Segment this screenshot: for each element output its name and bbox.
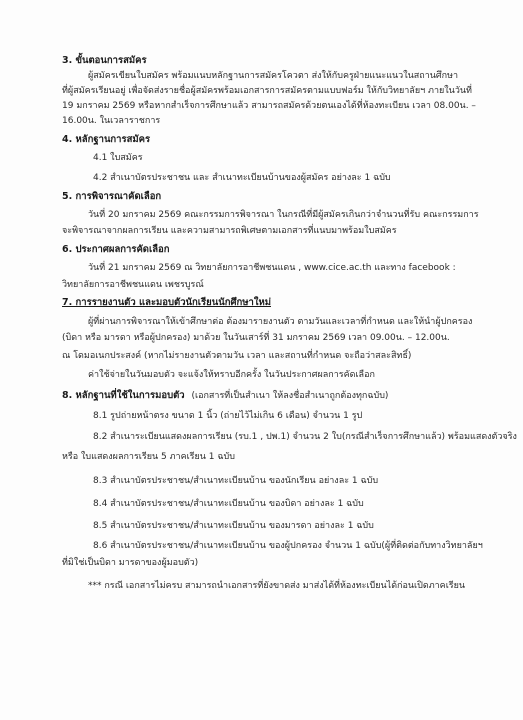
section-4-heading: 4. หลักฐานการสมัคร — [62, 134, 151, 145]
section-8-item-6-cont: ที่มิใช่เป็นบิดา มารดาของผู้มอบตัว) — [62, 558, 199, 568]
section-8-item-4: 8.4 สำเนาบัตรประชาชน/สำเนาทะเบียนบ้าน ของบิดา อย่างละ 1 ฉบับ — [93, 499, 364, 509]
section-6-line-2: วิทยาลัยการอาชีพชนแดน เพชรบูรณ์ — [62, 280, 204, 290]
section-8-footnote: *** กรณี เอกสารไม่ครบ สามารถนำเอกสารที่ยังขาดส่ง มาส่งได้ที่ห้องทะเบียนได้ก่อนเปิดภาคเรียน — [88, 581, 466, 591]
section-7-line-1: ผู้ที่ผ่านการพิจารณาให้เข้าศึกษาต่อ ต้องมารายงานตัว ตามวันและเวลาที่กำหนด และให้นำผู้ปกครอง — [88, 317, 473, 327]
section-3-line-4: 16.00น. ในเวลาราชการ — [62, 116, 161, 126]
section-8-heading-row — [62, 390, 388, 402]
section-3-line-1: ผู้สมัครเขียนใบสมัคร พร้อมแนบหลักฐานการสมัครโควตา ส่งให้กับครูฝ่ายแนะแนวในสถานศึกษา — [88, 71, 459, 81]
section-8-item-5: 8.5 สำเนาบัตรประชาชน/สำเนาทะเบียนบ้าน ของมารดา อย่างละ 1 ฉบับ — [93, 521, 374, 531]
section-7-line-2: (บิดา หรือ มารดา หรือผู้ปกครอง) มาด้วย ในวันเสาร์ที่ 31 มกราคม 2569 เวลา 09.00น. – 12.00น. — [62, 333, 450, 343]
section-8-item-6: 8.6 สำเนาบัตรประชาชน/สำเนาทะเบียนบ้าน ของผู้ปกครอง จำนวน 1 ฉบับ(ผู้ที่ติดต่อกับทางวิทยาลัยฯ — [93, 541, 483, 551]
section-8-item-2-cont: หรือ ใบแสดงผลการเรียน 5 ภาคเรียน 1 ฉบับ — [62, 452, 235, 462]
section-7-heading: 7. การรายงานตัว และมอบตัวนักเรียนนักศึกษาใหม่ — [62, 297, 271, 308]
section-6-line-1: วันที่ 21 มกราคม 2569 ณ วิทยาลัยการอาชีพชนแดน , www.cice.ac.th และทาง facebook : — [88, 263, 456, 273]
section-3-line-3: 19 มกราคม 2569 หรือหากสำเร็จการศึกษาแล้ว สามารถสมัครด้วยตนเองได้ที่ห้องทะเบียน เวลา 08.00น. – — [62, 101, 476, 111]
section-3-heading: 3. ขั้นตอนการสมัคร — [62, 55, 147, 66]
section-8-item-2: 8.2 สำเนาระเบียนแสดงผลการเรียน (รบ.1 , ปพ.1) จำนวน 2 ใบ(กรณีสำเร็จการศึกษาแล้ว) พร้อมแสดงตัวจริง — [93, 432, 517, 442]
section-5-line-2: จะพิจารณาจากผลการเรียน และความสามารถพิเศษตามเอกสารที่แนบมาพร้อมใบสมัคร — [62, 226, 397, 236]
section-3-line-2: ที่ผู้สมัครเรียนอยู่ เพื่อจัดส่งรายชื่อผู้สมัครพร้อมเอกสารการสมัครตามแบบฟอร์ม ให้กับวิทยาลัยฯ ภายในวันที่ — [62, 86, 472, 96]
section-8-heading-note: (เอกสารที่เป็นสำเนา ให้ลงชื่อสำเนาถูกต้องทุกฉบับ) — [191, 391, 389, 401]
section-5-line-1: วันที่ 20 มกราคม 2569 คณะกรรมการพิจารณา ในกรณีที่มีผู้สมัครเกินกว่าจำนวนที่รับ คณะกรรมการ — [88, 210, 479, 220]
section-8-item-3: 8.3 สำเนาบัตรประชาชน/สำเนาทะเบียนบ้าน ของนักเรียน อย่างละ 1 ฉบับ — [93, 476, 379, 486]
section-8-heading: 8. หลักฐานที่ใช้ในการมอบตัว — [62, 390, 185, 401]
section-8-item-1: 8.1 รูปถ่ายหน้าตรง ขนาด 1 นิ้ว (ถ่ายไว้ไม่เกิน 6 เดือน) จำนวน 1 รูป — [93, 411, 363, 421]
section-4-item-1: 4.1 ใบสมัคร — [93, 153, 143, 163]
section-5-heading: 5. การพิจารณาคัดเลือก — [62, 191, 162, 202]
section-7-line-3: ณ โดมอเนกประสงค์ (หากไม่รายงานตัวตามวัน เวลา และสถานที่กำหนด จะถือว่าสละสิทธิ์) — [62, 351, 412, 361]
section-4-item-2: 4.2 สำเนาบัตรประชาชน และ สำเนาทะเบียนบ้านของผู้สมัคร อย่างละ 1 ฉบับ — [93, 173, 391, 183]
section-7-line-4: ค่าใช้จ่ายในวันมอบตัว จะแจ้งให้ทราบอีกครั้ง ในวันประกาศผลการคัดเลือก — [88, 370, 375, 380]
section-6-heading: 6. ประกาศผลการคัดเลือก — [62, 244, 170, 255]
